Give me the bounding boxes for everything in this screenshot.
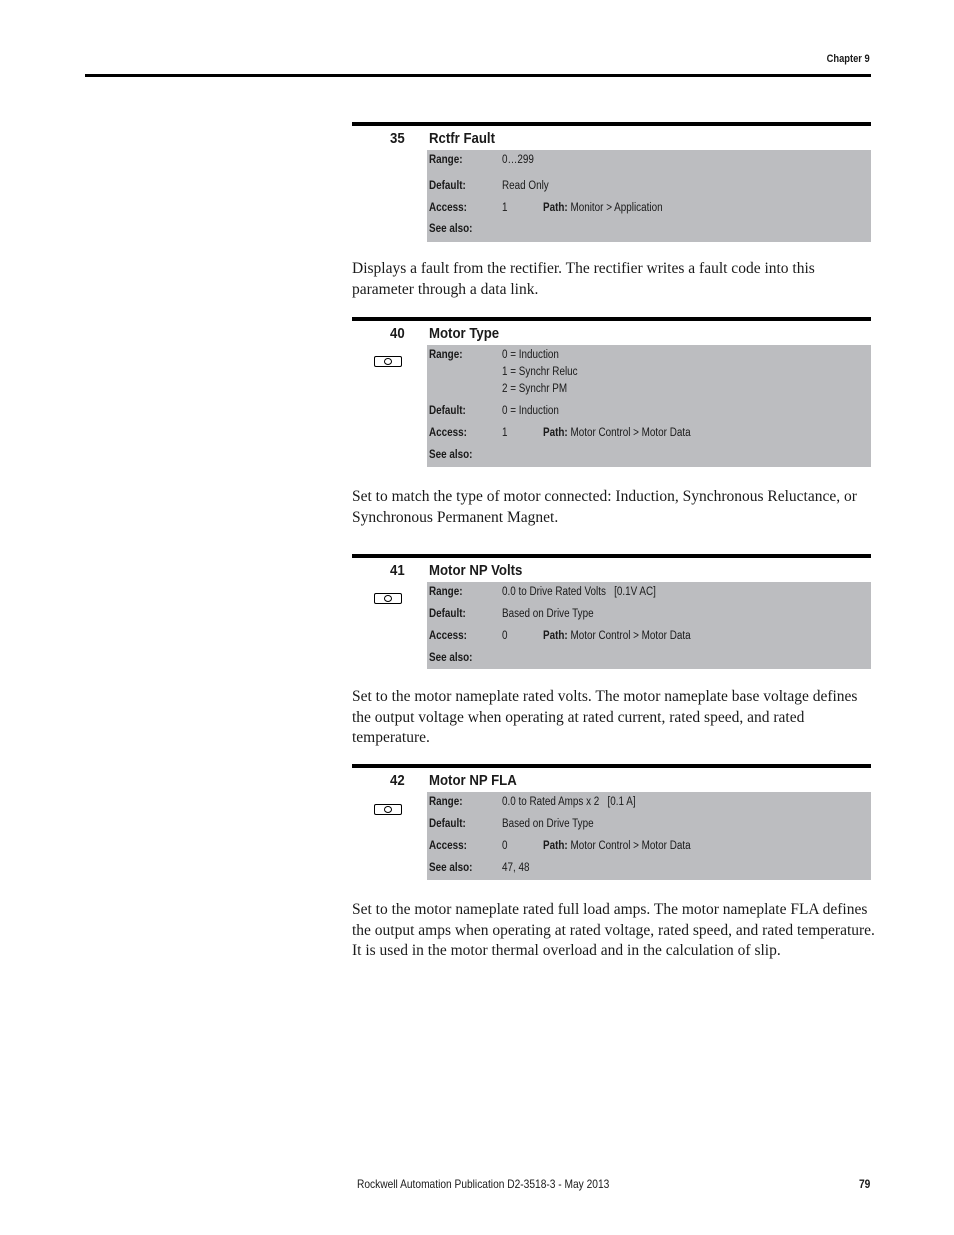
- range-value: 0.0 to Rated Amps x 2 [0.1 A]: [502, 796, 636, 808]
- param-name: Motor NP Volts: [429, 562, 523, 579]
- param-40: [352, 317, 871, 467]
- access-value: 0: [502, 630, 508, 642]
- param-number: 40: [390, 325, 405, 342]
- header-rule: [85, 74, 871, 77]
- path-label: Path:: [543, 427, 568, 439]
- range-value: 0…299: [502, 154, 534, 166]
- range-label: Range:: [429, 154, 463, 166]
- param-details: [427, 582, 871, 669]
- default-value: Based on Drive Type: [502, 608, 594, 620]
- configurable-icon: [374, 356, 402, 367]
- configurable-icon: [374, 804, 402, 815]
- param-number: 35: [390, 130, 405, 147]
- range-label: Range:: [429, 349, 463, 361]
- path-label: Path:: [543, 840, 568, 852]
- param-details: [427, 150, 871, 242]
- default-label: Default:: [429, 608, 466, 620]
- param-description: Displays a fault from the rectifier. The rectifier writes a fault code into this parameter through a data link.: [352, 260, 815, 298]
- param-41: [352, 554, 871, 669]
- access-label: Access:: [429, 202, 467, 214]
- see-also-label: See also:: [429, 862, 473, 874]
- param-42: [352, 764, 871, 880]
- access-value: 1: [502, 202, 508, 214]
- see-also-label: See also:: [429, 223, 473, 235]
- see-also-label: See also:: [429, 449, 473, 461]
- access-label: Access:: [429, 840, 467, 852]
- page-number: 79: [858, 1177, 870, 1191]
- default-value: Read Only: [502, 180, 549, 192]
- see-also-label: See also:: [429, 652, 473, 664]
- range-value: 0 = Induction: [502, 349, 559, 361]
- path-value: Motor Control > Motor Data: [570, 427, 691, 439]
- param-description: Set to match the type of motor connected: Induction, Synchronous Reluctance, or Synchronous Permanent Magnet.: [352, 488, 857, 526]
- range-value: 1 = Synchr Reluc: [502, 366, 578, 378]
- range-value: 0.0 to Drive Rated Volts [0.1V AC]: [502, 586, 656, 598]
- default-value: Based on Drive Type: [502, 818, 594, 830]
- param-name: Rctfr Fault: [429, 130, 495, 147]
- range-label: Range:: [429, 586, 463, 598]
- access-label: Access:: [429, 630, 467, 642]
- param-description: Set to the motor nameplate rated full load amps. The motor nameplate FLA defines the output amps when operating at rated voltage, rated speed, and rated temperature. It is used in the motor thermal overload and in the calculation of slip.: [352, 901, 875, 959]
- path-label: Path:: [543, 630, 568, 642]
- param-details: [427, 792, 871, 880]
- see-also-value: 47, 48: [502, 862, 530, 874]
- default-value: 0 = Induction: [502, 405, 559, 417]
- path-value: Monitor > Application: [570, 202, 663, 214]
- access-value: 0: [502, 840, 508, 852]
- footer-publication: Rockwell Automation Publication D2-3518-3 - May 2013: [357, 1177, 610, 1191]
- param-name: Motor NP FLA: [429, 772, 517, 789]
- param-number: 41: [390, 562, 405, 579]
- path-value: Motor Control > Motor Data: [570, 840, 691, 852]
- range-value: 2 = Synchr PM: [502, 383, 568, 395]
- param-number: 42: [390, 772, 405, 789]
- param-details: [427, 345, 871, 467]
- path-label: Path:: [543, 202, 568, 214]
- configurable-icon: [374, 593, 402, 604]
- access-label: Access:: [429, 427, 467, 439]
- param-35: [352, 122, 871, 242]
- access-value: 1: [502, 427, 508, 439]
- default-label: Default:: [429, 818, 466, 830]
- chapter-label: Chapter 9: [826, 53, 870, 65]
- range-label: Range:: [429, 796, 463, 808]
- path-value: Motor Control > Motor Data: [570, 630, 691, 642]
- param-name: Motor Type: [429, 325, 500, 342]
- param-description: Set to the motor nameplate rated volts. The motor nameplate base voltage defines the output voltage when operating at rated current, rated speed, and rated temperature.: [352, 688, 858, 746]
- default-label: Default:: [429, 180, 466, 192]
- default-label: Default:: [429, 405, 466, 417]
